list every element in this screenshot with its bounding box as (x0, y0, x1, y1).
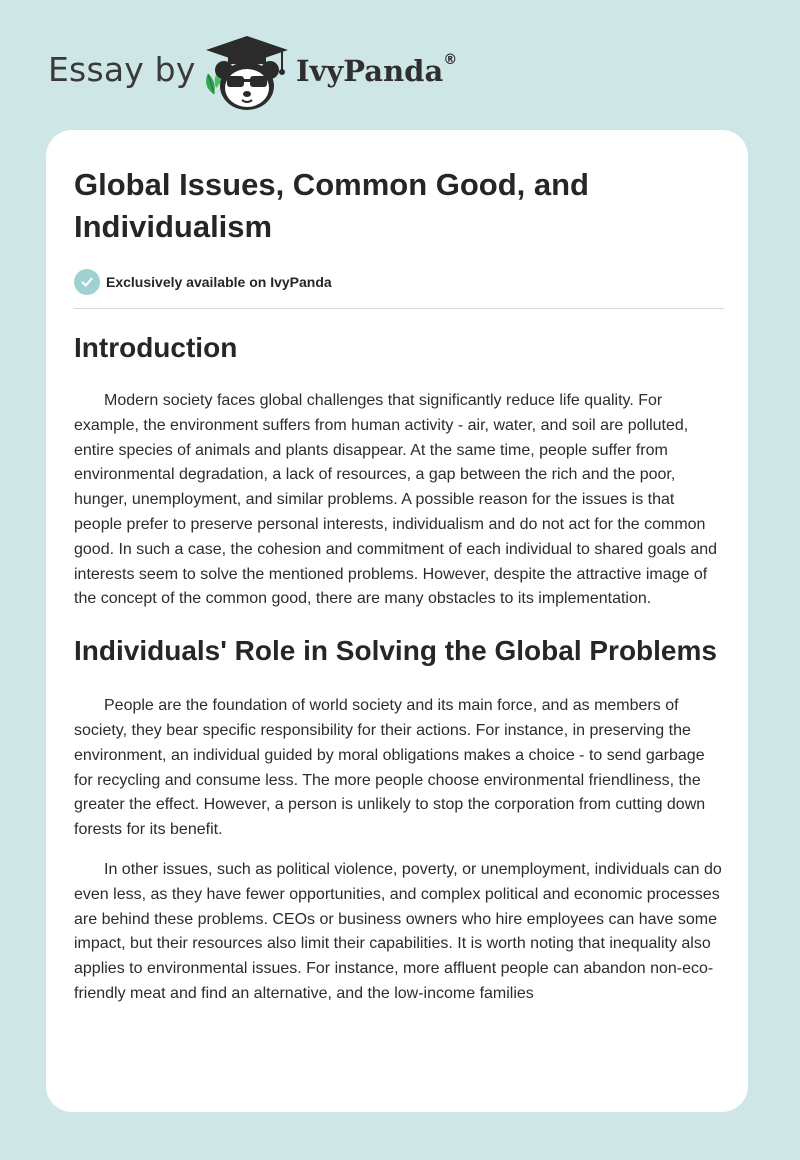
paragraph: Modern society faces global challenges that significantly reduce life quality. For example, the environment suffers from human activity - air, water, and soil are polluted, entire species of animals and plants disappear. At the same time, people suffer from environmental degradation, a lack of resources, a gap between the rich and the poor, hunger, unemployment, and similar problems. A possible reason for the issues is that people prefer to preserve personal interests, individualism and do not act for the common good. In such a case, the cohesion and commitment of each individual to shared goals and interests seem to solve the mentioned problems. However, despite the attractive image of the concept of the common good, there are many obstacles to its implementation. (74, 392, 718, 608)
paragraph: People are the foundation of world society and its main force, and as members of society, they bear specific responsibility for their actions. For instance, in preserving the environment, an individual guided by moral obligations makes a choice - to send garbage for recycling and consume less. The more people choose environmental friendliness, the greater the effect. However, a person is unlikely to stop the corporation from cutting down forests for its benefit. (74, 697, 706, 839)
exclusive-label: Exclusively available on IvyPanda (106, 274, 332, 290)
panda-graduate-icon (202, 30, 292, 114)
exclusive-badge (74, 267, 724, 297)
brand-name: IvyPanda (296, 54, 444, 88)
essay-content (74, 164, 724, 1007)
registered-mark: ® (443, 52, 458, 68)
section-heading-individuals-role: Individuals' Role in Solving the Global Problems (74, 635, 717, 667)
check-circle-icon (74, 269, 100, 295)
brand-logo[interactable] (296, 54, 457, 88)
essay-card (46, 130, 748, 1112)
site-header (48, 28, 508, 118)
paragraph: In other issues, such as political violence, poverty, or unemployment, individuals can do even less, as they have fewer opportunities, and complex political and economic processes are behind these problems. CEOs or business owners who hire employees can have some impact, but their resources also limit their capabilities. It is worth noting that inequality also applies to environmental issues. For instance, more affluent people can abandon non-eco-friendly meat and find an alternative, and the low-income families (74, 860, 722, 1002)
section-heading-introduction: Introduction (74, 332, 238, 363)
essay-by-label: Essay by (48, 50, 196, 89)
essay-title: Global Issues, Common Good, and Individualism (74, 167, 589, 244)
title-divider (74, 308, 724, 309)
